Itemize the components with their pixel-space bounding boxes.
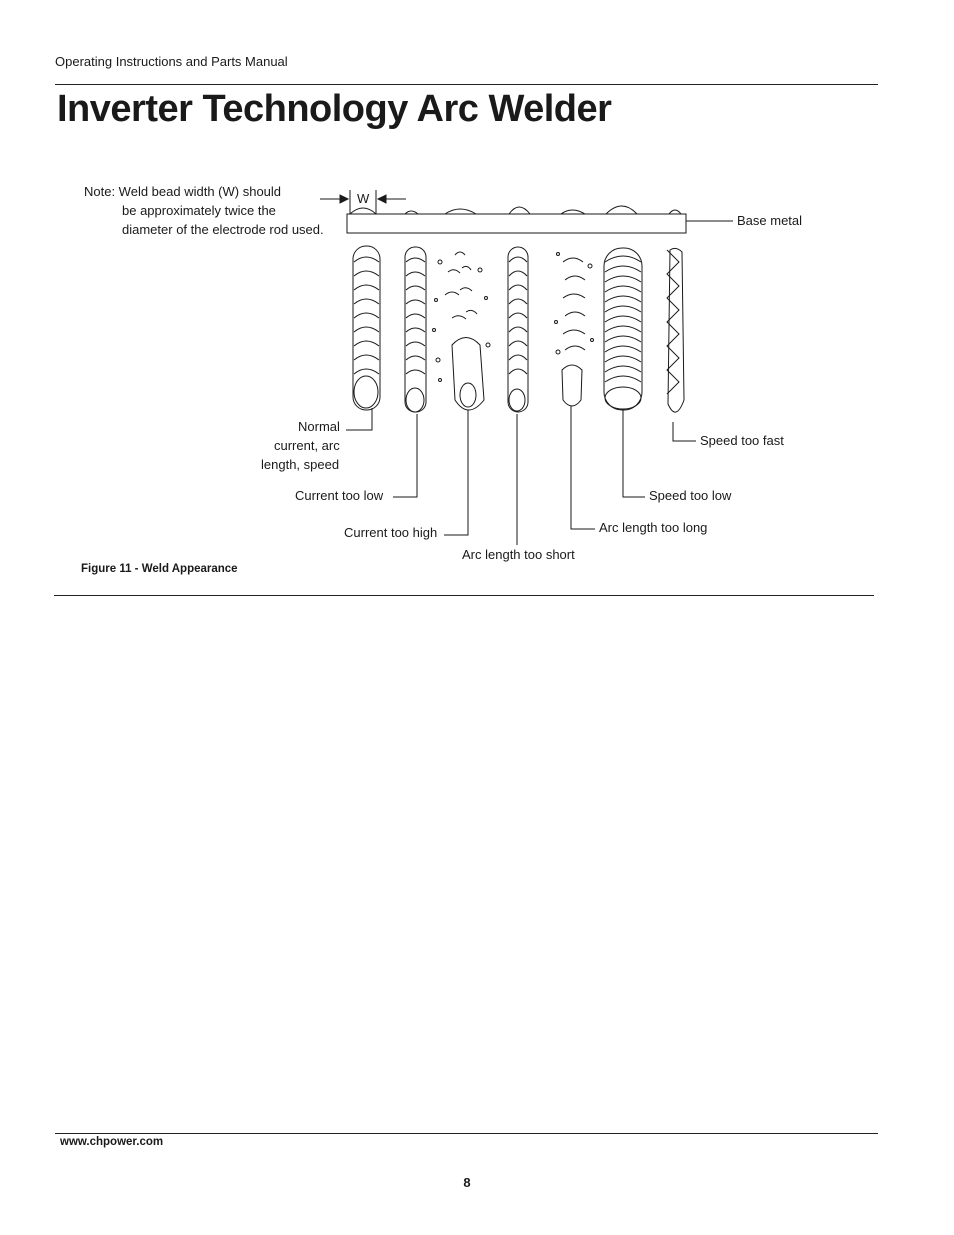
leader-speed-fast	[673, 422, 696, 441]
w-arrow-right-head	[378, 195, 386, 203]
label-speed-too-fast: Speed too fast	[700, 433, 784, 448]
label-normal-line1: Normal	[298, 419, 340, 434]
leader-arc-long	[571, 406, 595, 529]
label-arc-length-too-long: Arc length too long	[599, 520, 708, 535]
weld-bead-current-low	[405, 247, 426, 412]
leader-current-high	[444, 410, 468, 535]
page-number: 8	[463, 1175, 471, 1190]
figure-bottom-rule	[54, 595, 874, 596]
label-normal-line3: length, speed	[261, 457, 340, 472]
weld-bead-normal	[353, 246, 380, 410]
bead-section-arc-long	[561, 210, 585, 214]
manual-header: Operating Instructions and Parts Manual	[55, 54, 288, 69]
weld-bead-speed-low	[604, 248, 642, 410]
w-label: W	[357, 191, 370, 206]
bead-section-speed-low	[606, 206, 637, 214]
label-current-too-low: Current too low	[295, 488, 384, 503]
label-normal-line2: current, arc	[274, 438, 340, 453]
bead-section-normal	[350, 208, 376, 214]
base-metal-plate	[347, 214, 686, 233]
label-speed-too-low: Speed too low	[649, 488, 732, 503]
page-title: Inverter Technology Arc Welder	[57, 88, 612, 130]
leader-speed-low	[623, 410, 645, 497]
bead-section-speed-fast	[669, 210, 681, 214]
label-current-too-high: Current too high	[344, 525, 438, 540]
weld-bead-arc-short	[508, 247, 528, 412]
weld-bead-speed-fast	[667, 248, 684, 412]
bead-section-arc-short	[509, 207, 530, 214]
leader-current-low	[393, 414, 417, 497]
bead-section-current-high	[445, 209, 476, 214]
footer-url: www.chpower.com	[60, 1136, 164, 1148]
base-metal-label: Base metal	[737, 213, 803, 228]
footer-rule	[55, 1133, 878, 1134]
label-arc-length-too-short: Arc length too short	[462, 547, 575, 562]
figure-caption: Figure 11 - Weld Appearance	[81, 563, 238, 575]
w-arrow-left-head	[340, 195, 348, 203]
weld-bead-arc-long	[555, 253, 594, 407]
note-rest: be approximately twice the diameter of the electrode rod used.	[122, 203, 324, 237]
note-lead: Note: Weld bead width (W) should	[84, 184, 282, 199]
leader-normal	[346, 408, 372, 430]
weld-bead-current-high	[433, 252, 491, 410]
